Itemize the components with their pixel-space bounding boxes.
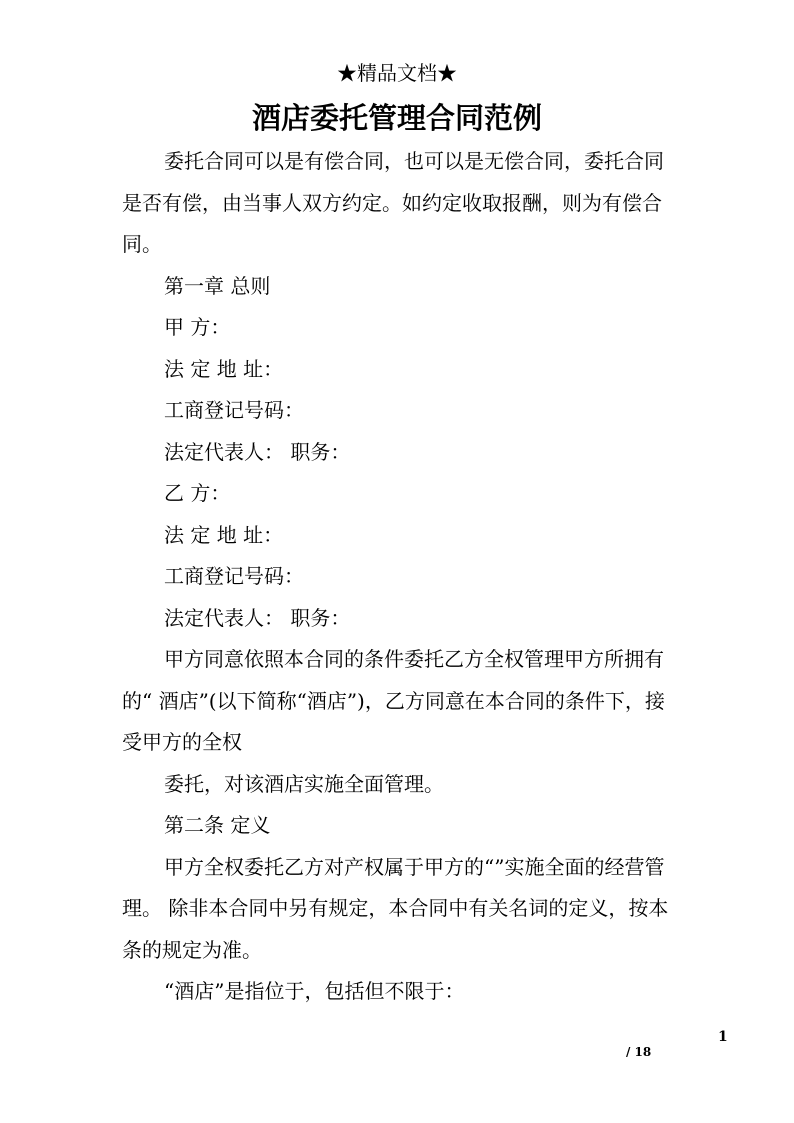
page-title: 酒店委托管理合同范例: [251, 101, 542, 135]
paragraph-definition: 甲方全权委托乙方对产权属于甲方的“”实施全面的经营管理。 除非本合同中另有规定，本合同中有关名词的定义，按本条的规定为准。: [122, 854, 669, 962]
party-b-representative: 法定代表人： 职务：: [164, 605, 351, 630]
party-b-address: 法 定 地 址：: [164, 522, 284, 547]
party-b-registration: 工商登记号码：: [164, 564, 304, 588]
paragraph-hotel-definition: “酒店”是指位于，包括但不限于：: [164, 979, 465, 1003]
document-body: [122, 141, 680, 1013]
article-heading: 第二条 定义: [164, 813, 271, 837]
party-a-label: 甲 方：: [164, 315, 231, 339]
paragraph-agreement-cont: 委托，对该酒店实施全面管理。: [164, 771, 444, 796]
party-b-label: 乙 方：: [164, 481, 231, 505]
party-a-registration: 工商登记号码：: [164, 398, 304, 422]
header-badge: ★精品文档★: [337, 61, 457, 85]
party-a-address: 法 定 地 址：: [164, 356, 284, 381]
page-total: / 18: [626, 1045, 652, 1059]
paragraph-agreement: 甲方同意依照本合同的条件委托乙方全权管理甲方所拥有的“ 酒店”(以下简称“酒店”)，乙方同意在本合同的条件下，接受甲方的全权: [122, 647, 665, 754]
chapter-heading: 第一章 总则: [164, 273, 271, 298]
party-a-representative: 法定代表人： 职务：: [164, 439, 351, 464]
paragraph-intro: 委托合同可以是有偿合同，也可以是无偿合同，委托合同是否有偿，由当事人双方约定。如约定收取报酬，则为有偿合同。: [122, 149, 664, 256]
page-number: 1: [718, 1029, 728, 1045]
